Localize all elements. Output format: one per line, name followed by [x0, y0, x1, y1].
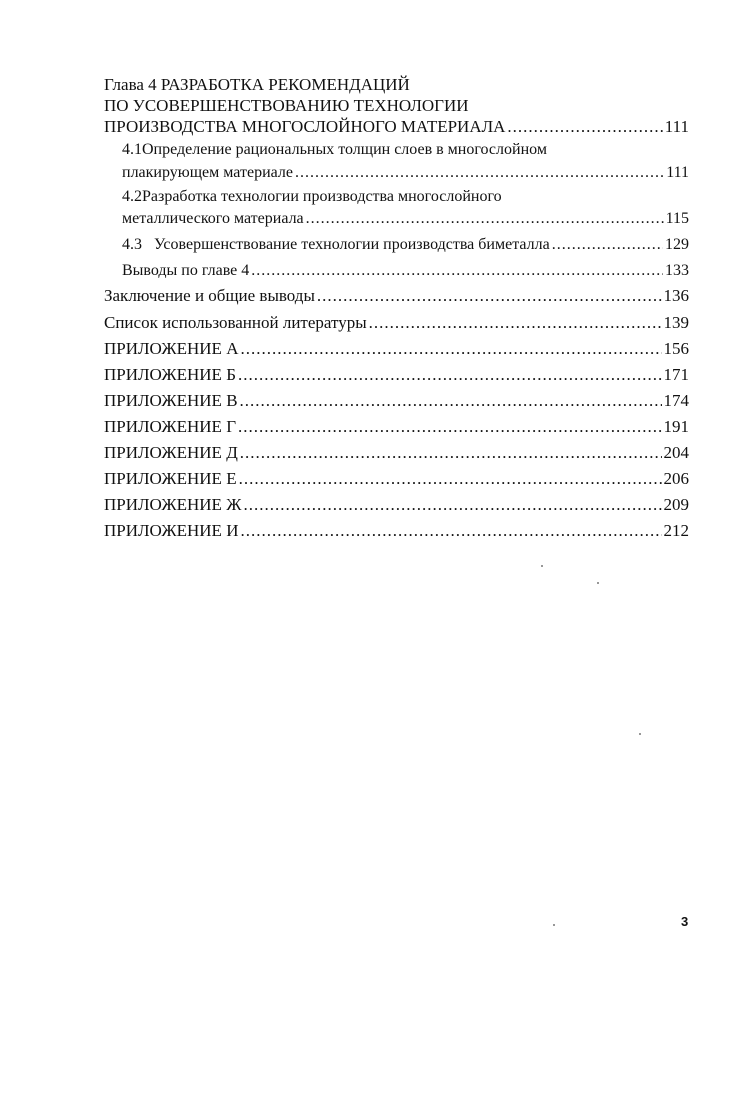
scan-speck	[639, 733, 641, 735]
toc-entry-chapter-4[interactable]	[104, 116, 689, 138]
section-number: 4.2	[122, 188, 142, 205]
leader-dots	[369, 312, 662, 334]
page-ref: 212	[663, 521, 689, 540]
page-ref: 139	[663, 313, 689, 332]
leader-dots	[240, 338, 661, 360]
entry-title: ПРИЛОЖЕНИЕ И	[104, 521, 239, 540]
entry-title: ПРИЛОЖЕНИЕ Б	[104, 365, 236, 384]
chapter-4-title-line-3: ПРОИЗВОДСТВА МНОГОСЛОЙНОГО МАТЕРИАЛА	[104, 117, 506, 136]
page-ref: 174	[663, 391, 689, 410]
page-number: 3	[681, 914, 689, 929]
toc-entry-conclusions-4[interactable]	[122, 260, 689, 282]
toc-entry-final-conclusions[interactable]	[104, 285, 689, 307]
toc-entry-4-2-line-2[interactable]	[122, 208, 689, 230]
scan-speck	[541, 565, 543, 567]
entry-title: ПРИЛОЖЕНИЕ В	[104, 391, 238, 410]
toc-entry-appendix[interactable]	[104, 364, 689, 386]
toc-entry-appendix[interactable]	[104, 416, 689, 438]
chapter-4-title-line-1: Глава 4 РАЗРАБОТКА РЕКОМЕНДАЦИЙ	[104, 75, 410, 94]
leader-dots	[306, 208, 664, 230]
leader-dots	[507, 116, 662, 138]
leader-dots	[295, 162, 664, 184]
toc-entry-appendix[interactable]	[104, 338, 689, 360]
toc-entry-appendix[interactable]	[104, 442, 689, 464]
toc-entry-appendix[interactable]	[104, 468, 689, 490]
entry-title: ПРИЛОЖЕНИЕ Е	[104, 469, 237, 488]
page-ref: 191	[663, 417, 689, 436]
section-title: Выводы по главе 4	[122, 262, 250, 279]
leader-dots	[317, 285, 662, 307]
section-title: Разработка технологии производства многослойного	[142, 188, 502, 205]
leader-dots	[240, 390, 662, 412]
page-ref: 206	[663, 469, 689, 488]
entry-title: Заключение и общие выводы	[104, 286, 315, 305]
scan-speck	[597, 582, 599, 584]
page-ref: 111	[664, 117, 689, 136]
leader-dots	[552, 234, 663, 256]
leader-dots	[240, 520, 661, 542]
page-ref: 133	[665, 262, 689, 279]
page-ref: 171	[663, 365, 689, 384]
page-ref: 136	[663, 286, 689, 305]
toc-entry-4-1-line-2[interactable]	[122, 162, 689, 184]
section-number: 4.1	[122, 141, 142, 158]
entry-title: ПРИЛОЖЕНИЕ Д	[104, 443, 238, 462]
page-ref: 111	[666, 164, 689, 181]
page-ref: 156	[663, 339, 689, 358]
toc-entry-4-3[interactable]	[122, 234, 689, 256]
leader-dots	[243, 494, 661, 516]
entry-title: ПРИЛОЖЕНИЕ А	[104, 339, 239, 358]
leader-dots	[239, 468, 662, 490]
leader-dots	[238, 364, 662, 386]
toc-entry-appendix[interactable]	[104, 520, 689, 542]
scan-speck	[553, 924, 555, 926]
leader-dots	[238, 416, 661, 438]
section-title-cont: металлического материала	[122, 210, 304, 227]
page-ref: 129	[665, 236, 689, 253]
toc-entry-appendix[interactable]	[104, 390, 689, 412]
toc-entry-4-1-line-1[interactable]	[122, 139, 689, 161]
section-title: Усовершенствование технологии производства биметалла	[154, 236, 550, 253]
chapter-4-title-line-2: ПО УСОВЕРШЕНСТВОВАНИЮ ТЕХНОЛОГИИ	[104, 96, 469, 115]
section-title-cont: плакирующем материале	[122, 164, 293, 181]
leader-dots	[240, 442, 662, 464]
section-title: Определение рациональных толщин слоев в многослойном	[142, 141, 547, 158]
section-number: 4.3	[122, 236, 142, 253]
page-ref: 115	[665, 210, 689, 227]
toc-entry-references[interactable]	[104, 312, 689, 334]
toc-entry-4-2-line-1[interactable]	[122, 186, 689, 208]
page-ref: 209	[663, 495, 689, 514]
entry-title: ПРИЛОЖЕНИЕ Г	[104, 417, 237, 436]
page-ref: 204	[663, 443, 689, 462]
entry-title: ПРИЛОЖЕНИЕ Ж	[104, 495, 242, 514]
entry-title: Список использованной литературы	[104, 313, 367, 332]
toc-entry-appendix[interactable]	[104, 494, 689, 516]
leader-dots	[251, 260, 663, 282]
